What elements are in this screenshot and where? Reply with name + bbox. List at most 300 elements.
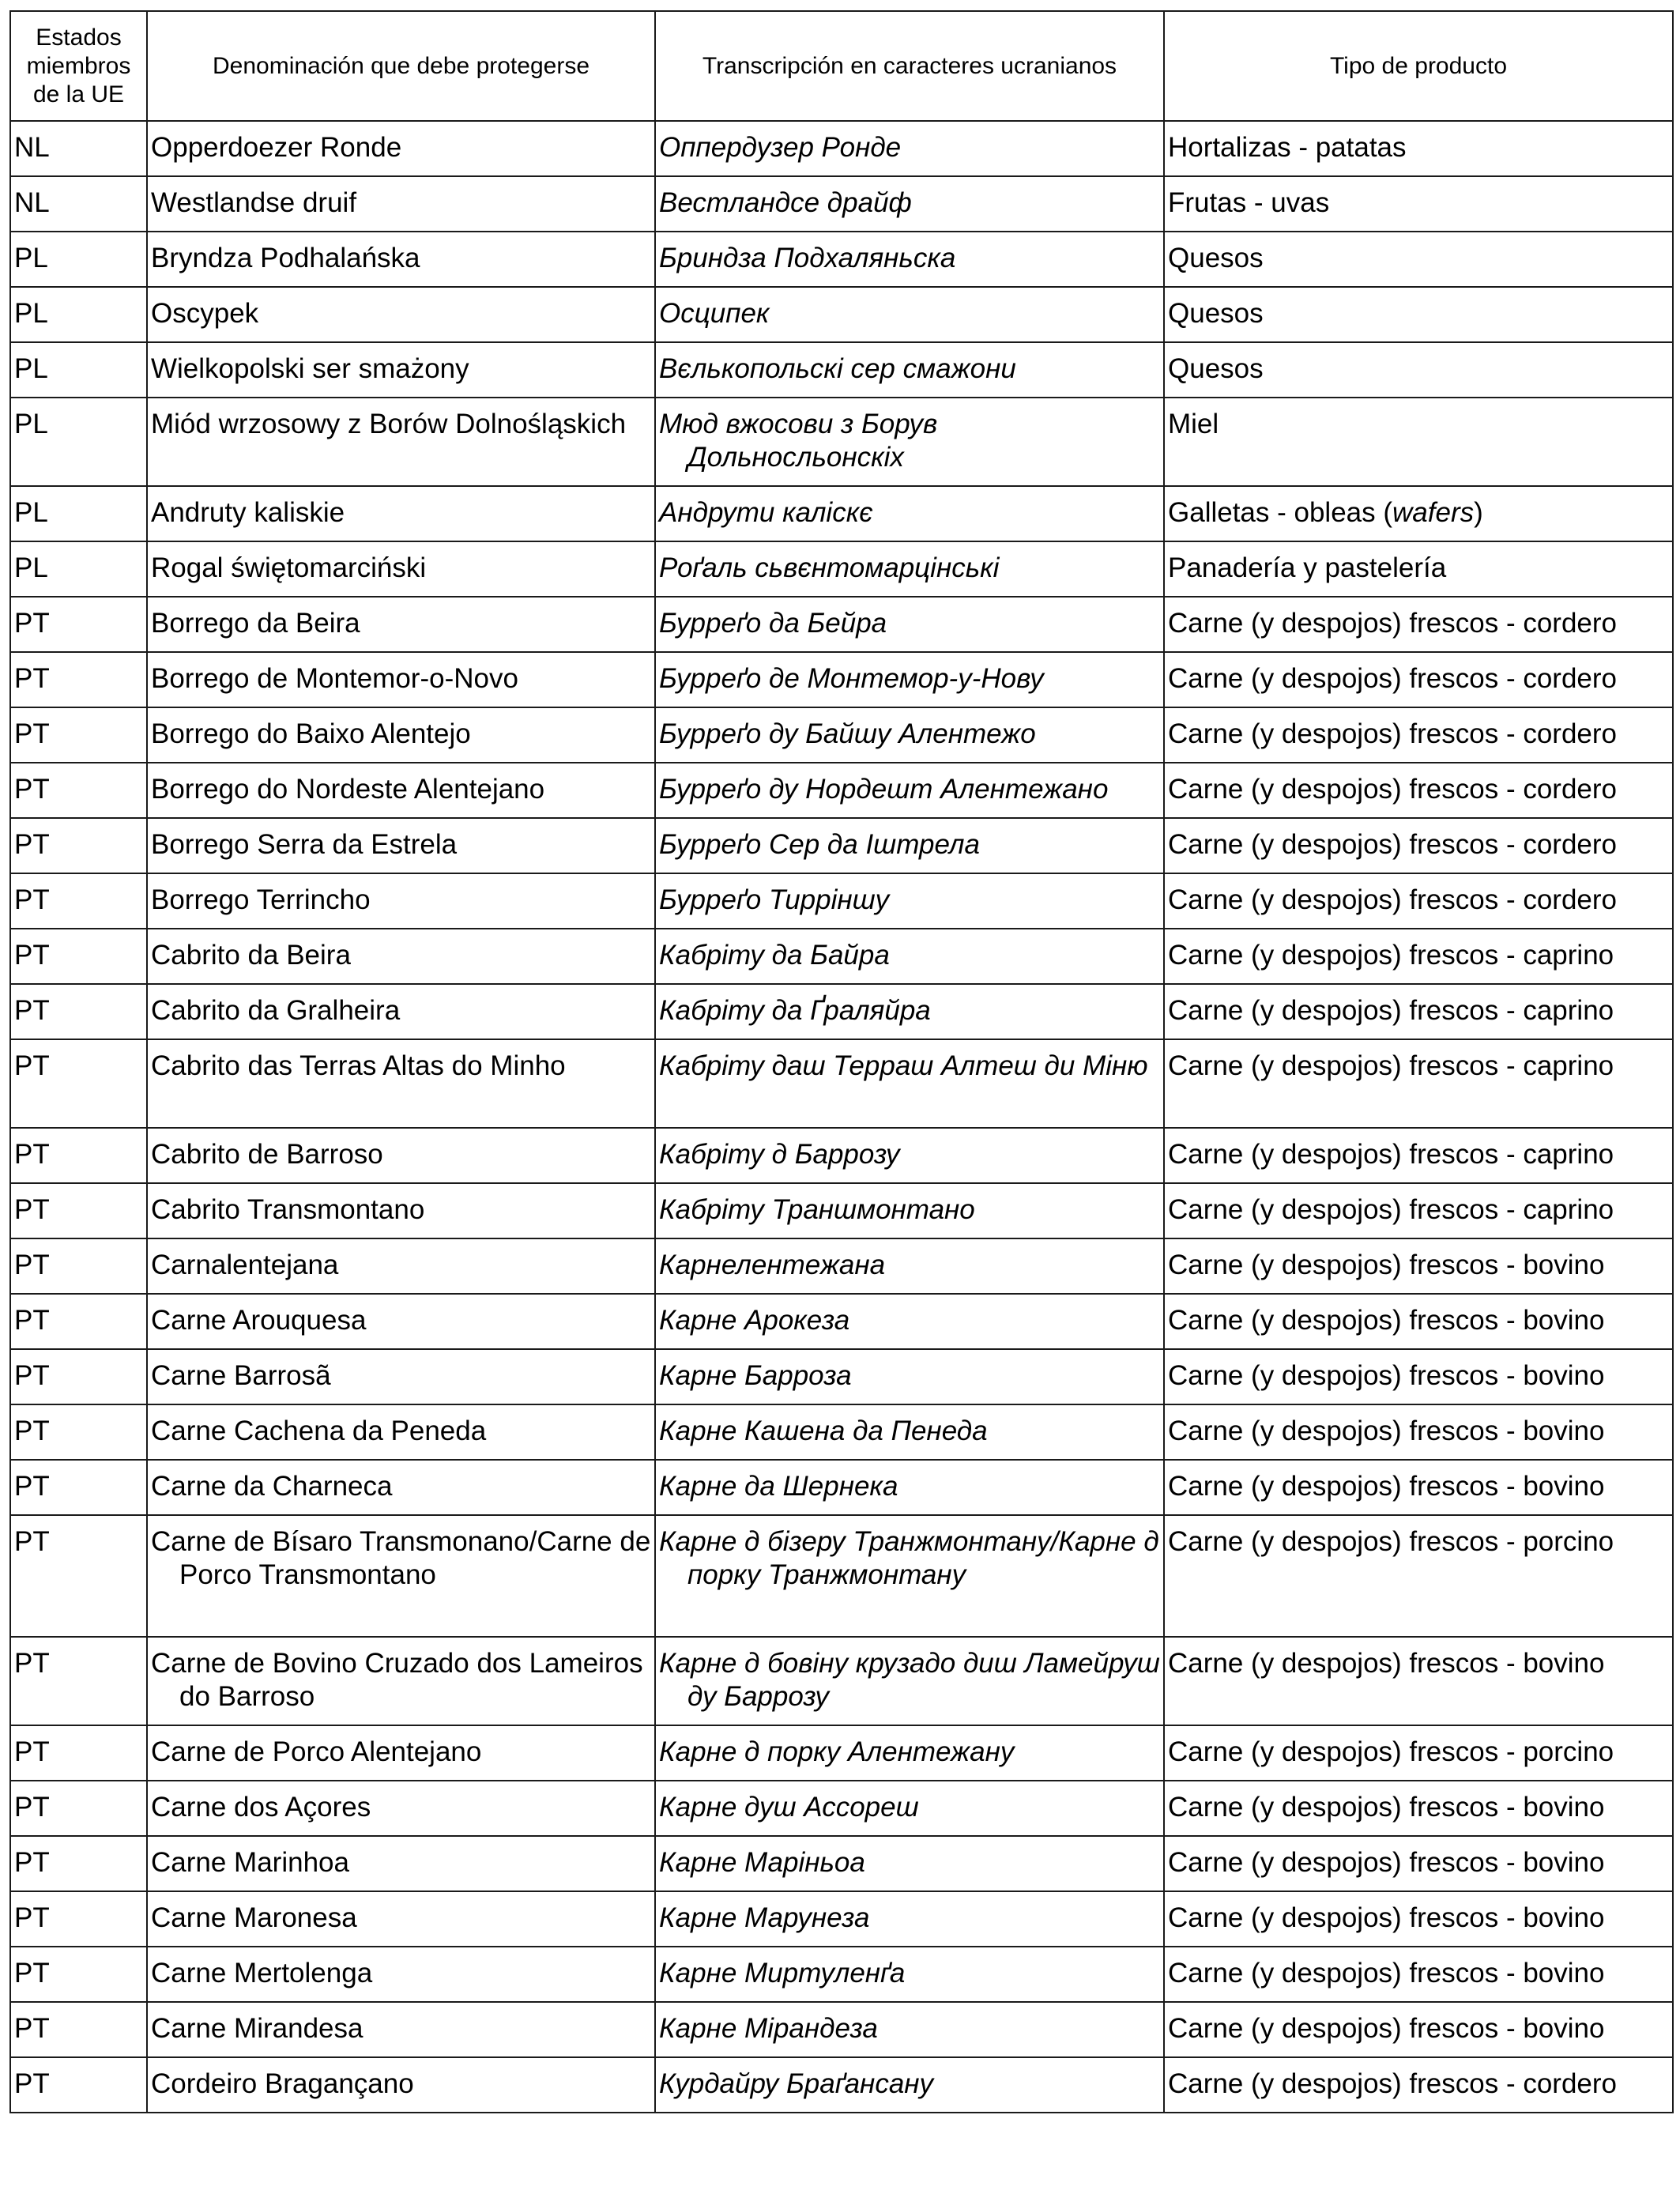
cell-denomination [147,929,655,984]
cell-member-state-text: PL [14,497,48,528]
cell-product-type-text: Carne (y despojos) frescos - bovino [1168,1250,1605,1280]
table-row [10,597,1673,652]
cell-product-type-text: Carne (y despojos) frescos - caprino [1168,1194,1614,1225]
cell-member-state-text: PT [14,1305,50,1336]
table-row [10,1294,1673,1349]
cell-ukrainian-transcription-text: Курдайру Браґансану [659,2068,934,2099]
cell-member-state-text: PL [14,353,48,384]
cell-ukrainian-transcription [655,232,1164,287]
cell-denomination [147,176,655,232]
cell-ukrainian-transcription-text: Бурреґо Тирріншу [659,884,890,915]
table-row [10,873,1673,929]
table-header-row [10,11,1673,121]
cell-product-type [1164,486,1673,541]
cell-member-state [10,873,147,929]
cell-member-state [10,929,147,984]
cell-ukrainian-transcription [655,1128,1164,1183]
cell-member-state-text: PT [14,1792,50,1823]
cell-ukrainian-transcription [655,1891,1164,1947]
cell-ukrainian-transcription-text: Кабріту да Байра [659,940,890,971]
cell-ukrainian-transcription [655,1460,1164,1515]
cell-product-type-text: Quesos [1168,298,1264,329]
cell-member-state [10,707,147,763]
cell-member-state-text: PT [14,2013,50,2044]
cell-denomination-text: Borrego do Nordeste Alentejano [151,774,545,805]
cell-product-type [1164,1836,1673,1891]
table-row [10,818,1673,873]
header-denomination: Denominación que debe protegerse [147,11,655,121]
cell-denomination-text: Borrego do Baixo Alentejo [151,718,471,749]
cell-product-type-text: Carne (y despojos) frescos - caprino [1168,1139,1614,1170]
cell-product-type [1164,2057,1673,2113]
cell-denomination [147,873,655,929]
cell-product-type-text: Carne (y despojos) frescos - cordero [1168,718,1617,749]
cell-ukrainian-transcription-text: Карне да Шернека [659,1471,898,1502]
cell-product-type-text: Carne (y despojos) frescos - cordero [1168,829,1617,860]
table-row [10,1128,1673,1183]
cell-ukrainian-transcription-text: Бурреґо ду Байшу Алентежо [659,718,1036,749]
table-row [10,398,1673,486]
cell-member-state [10,1891,147,1947]
cell-denomination-text: Carne Mirandesa [151,2013,363,2044]
cell-denomination-text: Opperdoezer Ronde [151,132,402,163]
cell-product-type-text: Carne (y despojos) frescos - cordero [1168,608,1617,639]
cell-denomination [147,1183,655,1238]
cell-product-type [1164,541,1673,597]
cell-ukrainian-transcription [655,1039,1164,1128]
cell-member-state-text: PT [14,2068,50,2099]
cell-member-state [10,1637,147,1725]
cell-product-type [1164,1128,1673,1183]
cell-product-type [1164,818,1673,873]
cell-denomination-text: Cabrito das Terras Altas do Minho [151,1050,566,1081]
header-member-state: Estados miembros de la UE [10,11,147,121]
cell-member-state [10,398,147,486]
cell-member-state-text: PT [14,1416,50,1446]
cell-ukrainian-transcription-text: Вестландсе драйф [659,187,912,218]
cell-product-type-text: Carne (y despojos) frescos - bovino [1168,1847,1605,1878]
cell-denomination [147,1836,655,1891]
cell-member-state-text: PT [14,1139,50,1170]
cell-product-type [1164,1294,1673,1349]
cell-product-type [1164,1039,1673,1128]
table-row [10,1238,1673,1294]
cell-member-state-text: NL [14,187,50,218]
cell-ukrainian-transcription-text: Карне Мірандеза [659,2013,878,2044]
cell-member-state-text: PT [14,1902,50,1933]
cell-ukrainian-transcription-text: Карне д бізеру Транжмонтану/Карне д порку Транжмонтану [659,1526,1159,1590]
cell-member-state-text: PT [14,1250,50,1280]
cell-denomination [147,1404,655,1460]
cell-denomination-text: Borrego Terrincho [151,884,371,915]
cell-product-type [1164,1637,1673,1725]
cell-ukrainian-transcription [655,541,1164,597]
cell-ukrainian-transcription-text: Вєлькопольскі сер смажони [659,353,1016,384]
cell-member-state-text: PT [14,1360,50,1391]
table-row [10,1781,1673,1836]
table-row [10,1349,1673,1404]
cell-ukrainian-transcription [655,929,1164,984]
table-row [10,1183,1673,1238]
cell-ukrainian-transcription-text: Карне Маріньоа [659,1847,865,1878]
cell-product-type-text [1168,496,1669,530]
cell-member-state [10,652,147,707]
cell-product-type-text: Carne (y despojos) frescos - cordero [1168,2068,1617,2099]
cell-product-type [1164,1183,1673,1238]
cell-denomination-text: Borrego da Beira [151,608,360,639]
cell-member-state [10,232,147,287]
cell-product-type-text: Carne (y despojos) frescos - cordero [1168,774,1617,805]
cell-ukrainian-transcription [655,763,1164,818]
cell-member-state [10,597,147,652]
table-row [10,287,1673,342]
cell-product-type-text: Carne (y despojos) frescos - bovino [1168,1471,1605,1502]
cell-ukrainian-transcription-text: Карне Кашена да Пенеда [659,1416,988,1446]
cell-member-state-text: PT [14,774,50,805]
table-row [10,2057,1673,2113]
table-row [10,929,1673,984]
cell-ukrainian-transcription [655,1637,1164,1725]
table-row [10,1637,1673,1725]
cell-denomination [147,1238,655,1294]
cell-denomination [147,763,655,818]
cell-product-type-text: Carne (y despojos) frescos - cordero [1168,663,1617,694]
table-row [10,1039,1673,1128]
cell-denomination-text: Cabrito de Barroso [151,1139,383,1170]
cell-ukrainian-transcription [655,873,1164,929]
cell-product-type-text: Carne (y despojos) frescos - porcino [1168,1526,1614,1557]
cell-member-state-text: PT [14,1648,50,1679]
cell-product-type [1164,232,1673,287]
cell-ukrainian-transcription [655,1349,1164,1404]
cell-ukrainian-transcription-text: Бурреґо Сер да Іштрела [659,829,980,860]
cell-member-state-text: PL [14,409,48,439]
cell-ukrainian-transcription-text: Карне Арокеза [659,1305,850,1336]
cell-ukrainian-transcription [655,1404,1164,1460]
cell-product-type-text: Carne (y despojos) frescos - bovino [1168,1902,1605,1933]
cell-denomination-text: Carne de Porco Alentejano [151,1736,482,1767]
cell-product-type-text: Carne (y despojos) frescos - bovino [1168,1416,1605,1446]
cell-member-state [10,1725,147,1781]
cell-ukrainian-transcription-text: Кабріту д Баррозу [659,1139,900,1170]
cell-denomination-text: Carne Barrosã [151,1360,331,1391]
cell-member-state-text: PL [14,243,48,273]
cell-product-type-text: Carne (y despojos) frescos - bovino [1168,1648,1605,1679]
cell-member-state [10,1349,147,1404]
cell-denomination [147,232,655,287]
cell-ukrainian-transcription-text: Андрути каліскє [659,497,873,528]
cell-denomination [147,707,655,763]
cell-denomination-text: Carne dos Açores [151,1792,371,1823]
cell-product-type [1164,597,1673,652]
cell-ukrainian-transcription [655,287,1164,342]
cell-product-type [1164,1515,1673,1637]
table-row [10,486,1673,541]
cell-member-state [10,1183,147,1238]
cell-denomination-text: Carne Arouquesa [151,1305,367,1336]
table-row [10,121,1673,176]
cell-ukrainian-transcription-text: Карне Миртуленґа [659,1958,906,1989]
cell-ukrainian-transcription-text: Карне Барроза [659,1360,852,1391]
header-product-type: Tipo de producto [1164,11,1673,121]
product-type-suffix: ) [1474,497,1483,528]
cell-product-type [1164,1404,1673,1460]
cell-denomination-text: Andruty kaliskie [151,497,345,528]
cell-member-state [10,2057,147,2113]
table-body [10,121,1673,2113]
cell-member-state-text: PT [14,1958,50,1989]
cell-ukrainian-transcription [655,1725,1164,1781]
cell-denomination [147,652,655,707]
cell-denomination [147,984,655,1039]
cell-denomination [147,1128,655,1183]
cell-ukrainian-transcription [655,1781,1164,1836]
cell-member-state [10,121,147,176]
cell-product-type-text: Panadería y pastelería [1168,552,1447,583]
cell-product-type-text: Carne (y despojos) frescos - cordero [1168,884,1617,915]
cell-member-state [10,818,147,873]
cell-member-state [10,486,147,541]
cell-ukrainian-transcription [655,984,1164,1039]
table-row [10,1460,1673,1515]
cell-member-state [10,763,147,818]
cell-ukrainian-transcription-text: Роґаль сьвєнтомарцінські [659,552,1000,583]
cell-ukrainian-transcription [655,2057,1164,2113]
cell-ukrainian-transcription [655,597,1164,652]
cell-ukrainian-transcription-text: Бурреґо де Монтемор-у-Нову [659,663,1044,694]
product-type-prefix: Galletas - obleas ( [1168,497,1393,528]
table-row [10,763,1673,818]
cell-ukrainian-transcription-text: Кабріту да Ґраляйра [659,995,931,1026]
cell-denomination-text: Cordeiro Bragançano [151,2068,414,2099]
document-page [9,10,1672,2113]
cell-denomination [147,1515,655,1637]
cell-product-type-text: Carne (y despojos) frescos - caprino [1168,1050,1614,1081]
cell-member-state-text: PT [14,1526,50,1557]
cell-member-state [10,1294,147,1349]
cell-ukrainian-transcription-text: Карнелентежана [659,1250,886,1280]
cell-denomination [147,342,655,398]
cell-denomination-text: Carne Maronesa [151,1902,357,1933]
cell-product-type-text: Carne (y despojos) frescos - bovino [1168,1305,1605,1336]
cell-member-state [10,1128,147,1183]
cell-ukrainian-transcription-text: Карне д порку Алентежану [659,1736,1015,1767]
cell-member-state-text: PL [14,552,48,583]
table-row [10,1404,1673,1460]
cell-product-type-text: Miel [1168,409,1219,439]
cell-product-type [1164,287,1673,342]
cell-member-state [10,1039,147,1128]
cell-denomination [147,486,655,541]
cell-denomination [147,1039,655,1128]
cell-denomination [147,1781,655,1836]
cell-denomination [147,597,655,652]
protected-designations-table [9,10,1674,2113]
cell-ukrainian-transcription-text: Оппердузер Ронде [659,132,902,163]
table-row [10,2002,1673,2057]
cell-denomination [147,1947,655,2002]
cell-ukrainian-transcription [655,342,1164,398]
cell-member-state [10,1460,147,1515]
cell-member-state-text: PT [14,663,50,694]
table-row [10,176,1673,232]
cell-ukrainian-transcription [655,652,1164,707]
table-row [10,652,1673,707]
cell-member-state-text: PT [14,940,50,971]
cell-denomination-text: Wielkopolski ser smażony [151,353,469,384]
cell-product-type-text: Quesos [1168,353,1264,384]
cell-denomination-text: Carne Cachena da Peneda [151,1416,487,1446]
cell-member-state [10,1515,147,1637]
cell-denomination-text: Miód wrzosowy z Borów Dolnośląskich [151,409,627,439]
cell-denomination [147,1725,655,1781]
cell-denomination [147,1637,655,1725]
cell-denomination [147,818,655,873]
cell-product-type [1164,929,1673,984]
cell-product-type-text: Carne (y despojos) frescos - bovino [1168,2013,1605,2044]
cell-ukrainian-transcription-text: Бурреґо ду Нордешт Алентежано [659,774,1109,805]
table-row [10,984,1673,1039]
cell-denomination-text: Cabrito da Beira [151,940,351,971]
table-row [10,1947,1673,2002]
cell-member-state [10,1238,147,1294]
cell-product-type [1164,1891,1673,1947]
cell-member-state-text: NL [14,132,50,163]
cell-ukrainian-transcription-text: Бриндза Подхаляньска [659,243,956,273]
cell-ukrainian-transcription-text: Карне душ Ассореш [659,1792,919,1823]
cell-member-state [10,1781,147,1836]
cell-ukrainian-transcription-text: Карне д бовіну крузадо диш Ламейруш ду Баррозу [659,1648,1160,1712]
cell-member-state [10,2002,147,2057]
cell-denomination-text: Rogal świętomarciński [151,552,427,583]
cell-member-state [10,1947,147,2002]
cell-denomination [147,121,655,176]
table-row [10,707,1673,763]
cell-member-state-text: PT [14,1050,50,1081]
cell-ukrainian-transcription [655,486,1164,541]
cell-member-state-text: PT [14,995,50,1026]
cell-ukrainian-transcription-text: Карне Марунеза [659,1902,870,1933]
cell-member-state-text: PT [14,1736,50,1767]
cell-member-state-text: PL [14,298,48,329]
cell-product-type [1164,342,1673,398]
cell-product-type [1164,652,1673,707]
cell-product-type-text: Carne (y despojos) frescos - bovino [1168,1360,1605,1391]
cell-denomination-text: Cabrito Transmontano [151,1194,425,1225]
cell-product-type [1164,1947,1673,2002]
cell-member-state [10,342,147,398]
cell-ukrainian-transcription [655,1238,1164,1294]
cell-product-type [1164,1238,1673,1294]
cell-ukrainian-transcription [655,707,1164,763]
cell-denomination-text: Carne da Charneca [151,1471,393,1502]
cell-product-type [1164,121,1673,176]
cell-product-type [1164,1725,1673,1781]
cell-product-type-text: Hortalizas - patatas [1168,132,1407,163]
cell-denomination-text: Westlandse druif [151,187,357,218]
cell-denomination [147,1891,655,1947]
cell-product-type [1164,1781,1673,1836]
cell-product-type [1164,707,1673,763]
cell-denomination [147,2057,655,2113]
cell-denomination [147,287,655,342]
cell-ukrainian-transcription [655,2002,1164,2057]
cell-member-state [10,541,147,597]
cell-ukrainian-transcription [655,1183,1164,1238]
cell-denomination-text: Carnalentejana [151,1250,339,1280]
cell-member-state-text: PT [14,1471,50,1502]
cell-product-type [1164,398,1673,486]
cell-denomination [147,1460,655,1515]
cell-member-state [10,1404,147,1460]
cell-ukrainian-transcription [655,818,1164,873]
cell-ukrainian-transcription [655,1515,1164,1637]
table-row [10,1515,1673,1637]
cell-ukrainian-transcription [655,121,1164,176]
cell-ukrainian-transcription [655,176,1164,232]
cell-product-type [1164,1460,1673,1515]
cell-member-state-text: PT [14,718,50,749]
cell-product-type [1164,873,1673,929]
cell-denomination [147,398,655,486]
cell-denomination-text: Carne de Bovino Cruzado dos Lameiros do Barroso [151,1648,643,1712]
cell-product-type-text: Quesos [1168,243,1264,273]
table-row [10,541,1673,597]
cell-product-type [1164,176,1673,232]
cell-ukrainian-transcription [655,1294,1164,1349]
cell-member-state [10,1836,147,1891]
cell-ukrainian-transcription [655,1947,1164,2002]
cell-member-state-text: PT [14,608,50,639]
cell-denomination-text: Carne de Bísaro Transmonano/Carne de Porco Transmontano [151,1526,651,1590]
cell-member-state [10,287,147,342]
cell-denomination-text: Bryndza Podhalańska [151,243,420,273]
cell-ukrainian-transcription-text: Осципек [659,298,770,329]
cell-denomination [147,541,655,597]
cell-denomination-text: Carne Marinhoa [151,1847,349,1878]
cell-member-state-text: PT [14,884,50,915]
cell-denomination-text: Borrego de Montemor-o-Novo [151,663,518,694]
cell-denomination-text: Borrego Serra da Estrela [151,829,458,860]
cell-ukrainian-transcription-text: Кабріту Траншмонтано [659,1194,975,1225]
cell-product-type [1164,984,1673,1039]
table-row [10,1725,1673,1781]
cell-ukrainian-transcription [655,398,1164,486]
cell-denomination-text: Carne Mertolenga [151,1958,373,1989]
cell-product-type-text: Carne (y despojos) frescos - porcino [1168,1736,1614,1767]
cell-denomination-text: Oscypek [151,298,259,329]
cell-ukrainian-transcription-text: Мюд вжосови з Борув Дольносльонскіх [659,409,938,473]
cell-ukrainian-transcription-text: Бурреґо да Бейра [659,608,887,639]
cell-denomination [147,1349,655,1404]
cell-member-state-text: PT [14,829,50,860]
cell-member-state [10,176,147,232]
cell-product-type-text: Carne (y despojos) frescos - caprino [1168,940,1614,971]
cell-denomination [147,1294,655,1349]
cell-ukrainian-transcription [655,1836,1164,1891]
cell-product-type [1164,763,1673,818]
cell-member-state [10,984,147,1039]
cell-product-type-text: Carne (y despojos) frescos - bovino [1168,1792,1605,1823]
cell-denomination-text: Cabrito da Gralheira [151,995,401,1026]
cell-product-type-text: Carne (y despojos) frescos - caprino [1168,995,1614,1026]
cell-member-state-text: PT [14,1847,50,1878]
table-row [10,232,1673,287]
cell-product-type [1164,2002,1673,2057]
table-row [10,1891,1673,1947]
cell-member-state-text: PT [14,1194,50,1225]
cell-denomination [147,2002,655,2057]
